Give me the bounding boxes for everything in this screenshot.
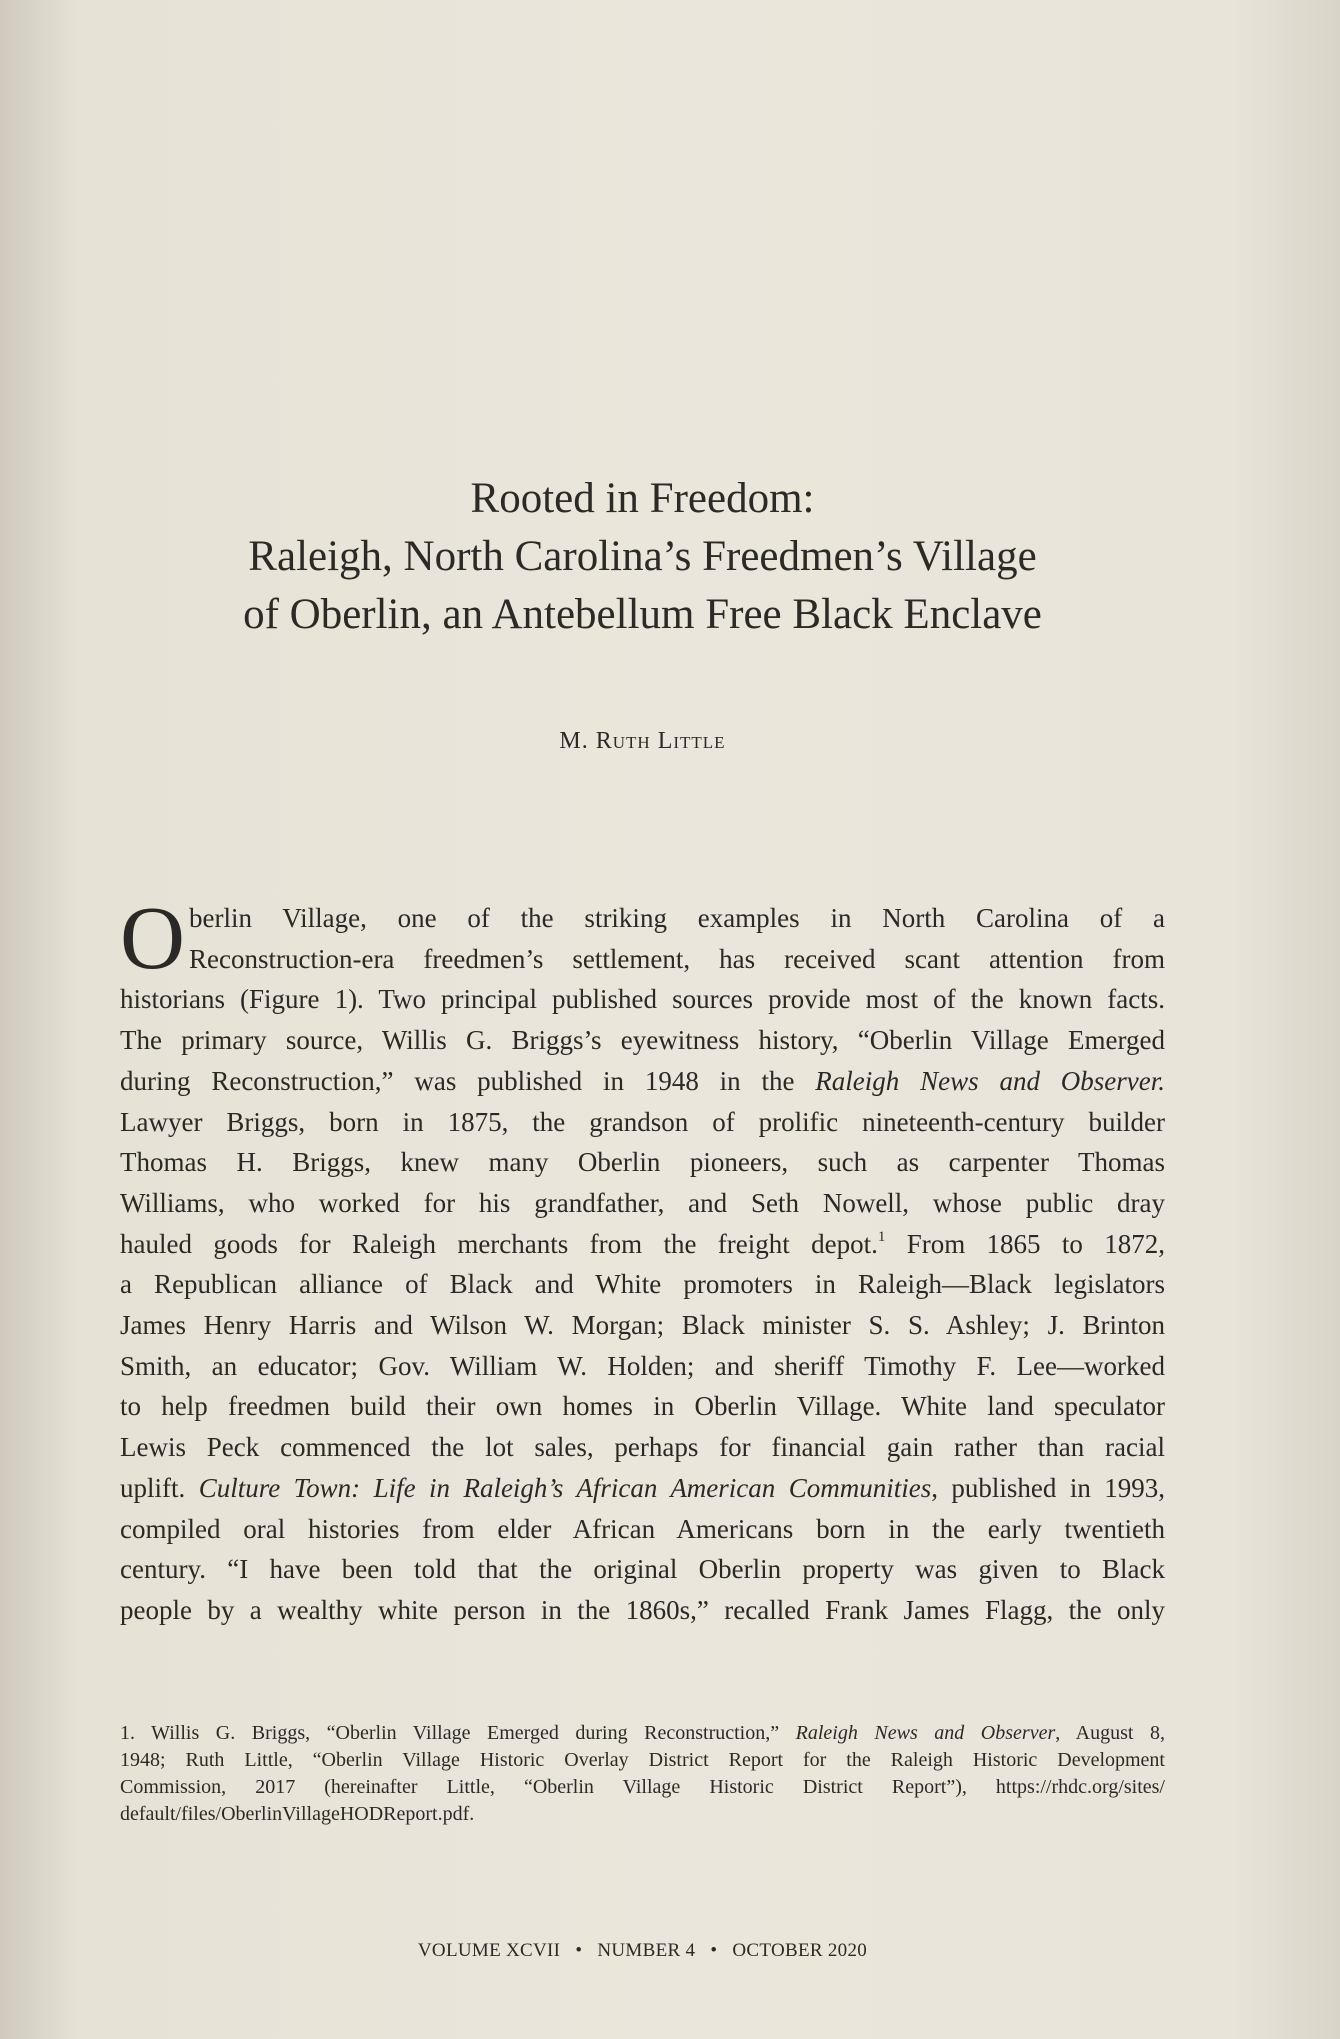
body-line: a Republican alliance of Black and White promoters in Raleigh—Black legislators [120,1269,1165,1300]
body-line: Lawyer Briggs, born in 1875, the grandson of prolific nineteenth-century builder [120,1106,1165,1137]
body-line: historians (Figure 1). Two principal published sources provide most of the known facts. [120,984,1165,1015]
body-line: century. “I have been told that the original Oberlin property was given to Black [120,1554,1165,1585]
body-line: people by a wealthy white person in the 1860s,” recalled Frank James Flagg, the only [120,1594,1165,1625]
footer-volume: VOLUME XCVII [417,1940,561,1961]
bullet-icon: • [710,1940,718,1961]
newspaper-title: Raleigh News and Observer. [815,1065,1165,1096]
body-line: Thomas H. Briggs, knew many Oberlin pioneers, such as carpenter Thomas [120,1147,1165,1178]
body-line: Smith, an educator; Gov. William W. Holden; and sheriff Timothy F. Lee—worked [120,1350,1165,1381]
article-title [120,470,1165,644]
body-text-segment: hauled goods for Raleigh merchants from the freight depot. [120,1228,878,1259]
footer-date: OCTOBER 2020 [732,1940,868,1961]
drop-cap: O [120,889,185,988]
footnote-reference[interactable]: 1 [877,1228,886,1245]
author-name: M. Ruth Little [559,728,726,754]
title-line-3: of Oberlin, an Antebellum Free Black Enclave [243,591,1042,638]
body-line: berlin Village, one of the striking examples in North Carolina of a [189,903,1165,933]
footnote-text-segment: , August 8, [1055,1722,1165,1744]
body-line: Lewis Peck commenced the lot sales, perhaps for financial gain rather than racial [120,1432,1165,1463]
body-text-segment: From 1865 to 1872, [885,1228,1165,1259]
title-line-1: Rooted in Freedom: [470,475,815,522]
body-text-segment: , published in 1993, [931,1472,1166,1503]
footnote-newspaper-title: Raleigh News and Observer [795,1722,1056,1744]
page-footer [120,1940,1165,1962]
bullet-icon: • [575,1940,583,1961]
article-author [120,728,1165,755]
footnote-line: 1948; Ruth Little, “Oberlin Village Historic Overlay District Report for the Raleigh Historic Development [120,1749,1165,1771]
footer-number: NUMBER 4 [597,1940,696,1961]
body-line: compiled oral histories from elder African Americans born in the early twentieth [120,1513,1165,1544]
body-text [120,889,1166,1631]
footnote-text-segment: 1. Willis G. Briggs, “Oberlin Village Emerged during Reconstruction,” [120,1722,796,1744]
body-line: to help freedmen build their own homes in Oberlin Village. White land speculator [120,1391,1165,1422]
footnote-line [120,1720,1165,1747]
body-line: James Henry Harris and Wilson W. Morgan; Black minister S. S. Ashley; J. Brinton [120,1310,1165,1341]
body-line: The primary source, Willis G. Briggs’s eyewitness history, “Oberlin Village Emerged [120,1025,1165,1056]
footnote-line: Commission, 2017 (hereinafter Little, “Oberlin Village Historic District Report”), https://rhdc.org/sites/ [120,1776,1165,1798]
body-line [120,1468,1165,1509]
footnote [120,1720,1165,1828]
body-text-segment: during Reconstruction,” was published in 1948 in the [120,1065,816,1096]
book-title: Culture Town: Life in Raleigh’s African American Communities [198,1472,932,1503]
body-line [120,1061,1165,1102]
body-line [120,1224,1165,1265]
footnote-url-line[interactable]: default/files/OberlinVillageHODReport.pdf. [120,1803,475,1825]
body-line: Williams, who worked for his grandfather, and Seth Nowell, whose public dray [120,1187,1165,1218]
body-line: Reconstruction-era freedmen’s settlement, has received scant attention from [189,943,1165,974]
title-line-2: Raleigh, North Carolina’s Freedmen’s Village [248,533,1037,580]
body-text-segment: uplift. [120,1472,199,1503]
